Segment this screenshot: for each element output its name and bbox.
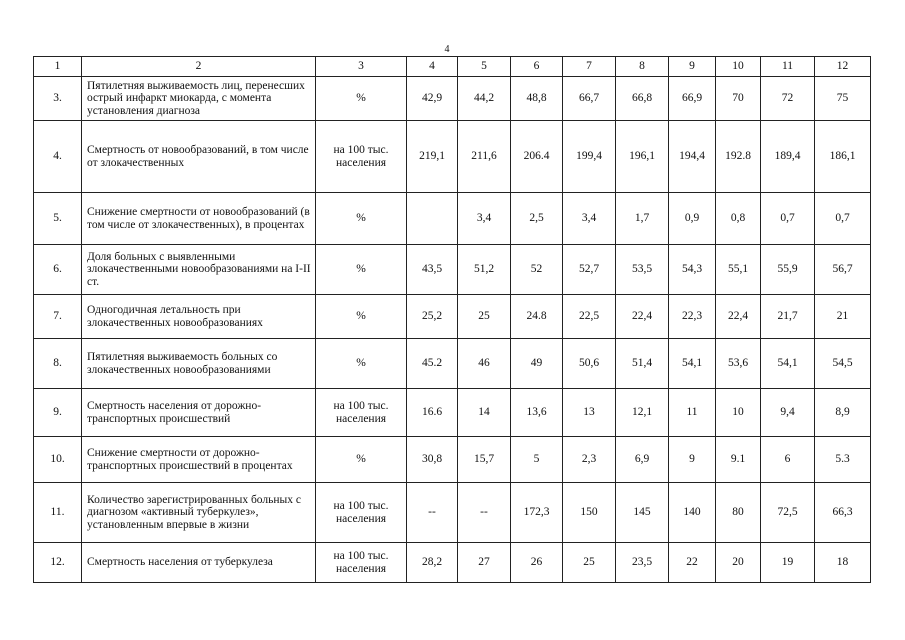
value-cell: 21,7 bbox=[761, 295, 815, 339]
value-cell: 28,2 bbox=[407, 543, 458, 583]
value-cell: 26 bbox=[511, 543, 563, 583]
value-cell: 192.8 bbox=[716, 121, 761, 193]
row-number: 6. bbox=[34, 245, 82, 295]
table-row bbox=[34, 295, 871, 339]
value-cell: 21 bbox=[815, 295, 871, 339]
page-number: 4 bbox=[444, 44, 450, 55]
row-number: 10. bbox=[34, 437, 82, 483]
value-cell: 0,7 bbox=[815, 193, 871, 245]
value-cell: 6 bbox=[761, 437, 815, 483]
value-cell: 72 bbox=[761, 77, 815, 121]
column-number-header: 9 bbox=[669, 57, 716, 77]
column-number-header: 3 bbox=[316, 57, 407, 77]
column-number-header: 8 bbox=[616, 57, 669, 77]
value-cell: 206.4 bbox=[511, 121, 563, 193]
value-cell: 16.6 bbox=[407, 389, 458, 437]
value-cell: 145 bbox=[616, 483, 669, 543]
value-cell: 30,8 bbox=[407, 437, 458, 483]
value-cell: 75 bbox=[815, 77, 871, 121]
row-number: 4. bbox=[34, 121, 82, 193]
value-cell: 0,9 bbox=[669, 193, 716, 245]
table-row bbox=[34, 193, 871, 245]
table-row bbox=[34, 389, 871, 437]
value-cell: 5.3 bbox=[815, 437, 871, 483]
value-cell: 20 bbox=[716, 543, 761, 583]
value-cell: 3,4 bbox=[458, 193, 511, 245]
value-cell: 9 bbox=[669, 437, 716, 483]
value-cell: 3,4 bbox=[563, 193, 616, 245]
indicator-description: Смертность населения от дорожно-транспортных происшествий bbox=[82, 389, 316, 437]
value-cell: 15,7 bbox=[458, 437, 511, 483]
value-cell: 140 bbox=[669, 483, 716, 543]
value-cell: 54,3 bbox=[669, 245, 716, 295]
table-row bbox=[34, 121, 871, 193]
value-cell: 52 bbox=[511, 245, 563, 295]
column-number-header: 10 bbox=[716, 57, 761, 77]
value-cell: 10 bbox=[716, 389, 761, 437]
value-cell: 194,4 bbox=[669, 121, 716, 193]
unit-of-measure: % bbox=[316, 295, 407, 339]
unit-of-measure: на 100 тыс. населения bbox=[316, 121, 407, 193]
value-cell: 211,6 bbox=[458, 121, 511, 193]
value-cell: 44,2 bbox=[458, 77, 511, 121]
value-cell: 13 bbox=[563, 389, 616, 437]
column-number-header: 5 bbox=[458, 57, 511, 77]
column-number-header: 12 bbox=[815, 57, 871, 77]
value-cell: 23,5 bbox=[616, 543, 669, 583]
value-cell: 66,7 bbox=[563, 77, 616, 121]
value-cell: 51,2 bbox=[458, 245, 511, 295]
row-number: 7. bbox=[34, 295, 82, 339]
value-cell: 22 bbox=[669, 543, 716, 583]
indicator-description: Одногодичная летальность при злокачественных новообразованиях bbox=[82, 295, 316, 339]
table-row bbox=[34, 543, 871, 583]
value-cell: 22,5 bbox=[563, 295, 616, 339]
value-cell bbox=[407, 193, 458, 245]
column-number-header: 11 bbox=[761, 57, 815, 77]
value-cell: 55,9 bbox=[761, 245, 815, 295]
value-cell: 48,8 bbox=[511, 77, 563, 121]
unit-of-measure: % bbox=[316, 245, 407, 295]
table-row bbox=[34, 77, 871, 121]
value-cell: 8,9 bbox=[815, 389, 871, 437]
value-cell: 12,1 bbox=[616, 389, 669, 437]
value-cell: 14 bbox=[458, 389, 511, 437]
column-number-header: 6 bbox=[511, 57, 563, 77]
value-cell: 5 bbox=[511, 437, 563, 483]
row-number: 3. bbox=[34, 77, 82, 121]
indicator-description: Смертность от новообразований, в том числе от злокачественных bbox=[82, 121, 316, 193]
value-cell: 150 bbox=[563, 483, 616, 543]
value-cell: 196,1 bbox=[616, 121, 669, 193]
indicators-table bbox=[33, 56, 871, 583]
row-number: 9. bbox=[34, 389, 82, 437]
unit-of-measure: % bbox=[316, 193, 407, 245]
value-cell: 25 bbox=[563, 543, 616, 583]
table-body bbox=[34, 57, 871, 583]
value-cell: 72,5 bbox=[761, 483, 815, 543]
value-cell: 50,6 bbox=[563, 339, 616, 389]
value-cell: 54,5 bbox=[815, 339, 871, 389]
value-cell: 189,4 bbox=[761, 121, 815, 193]
value-cell: 46 bbox=[458, 339, 511, 389]
value-cell: 2,5 bbox=[511, 193, 563, 245]
unit-of-measure: % bbox=[316, 437, 407, 483]
value-cell: 66,9 bbox=[669, 77, 716, 121]
value-cell: 22,3 bbox=[669, 295, 716, 339]
value-cell: 70 bbox=[716, 77, 761, 121]
value-cell: 0,8 bbox=[716, 193, 761, 245]
value-cell: 186,1 bbox=[815, 121, 871, 193]
value-cell: 22,4 bbox=[616, 295, 669, 339]
value-cell: 53,6 bbox=[716, 339, 761, 389]
value-cell: 52,7 bbox=[563, 245, 616, 295]
value-cell: 172,3 bbox=[511, 483, 563, 543]
column-number-header: 4 bbox=[407, 57, 458, 77]
indicator-description: Количество зарегистрированных больных с диагнозом «активный туберкулез», установленным впервые в жизни bbox=[82, 483, 316, 543]
value-cell: 53,5 bbox=[616, 245, 669, 295]
value-cell: 25 bbox=[458, 295, 511, 339]
value-cell: 66,3 bbox=[815, 483, 871, 543]
value-cell: 43,5 bbox=[407, 245, 458, 295]
indicator-description: Смертность населения от туберкулеза bbox=[82, 543, 316, 583]
indicator-description: Пятилетняя выживаемость лиц, перенесших острый инфаркт миокарда, с момента установления диагноза bbox=[82, 77, 316, 121]
value-cell: 13,6 bbox=[511, 389, 563, 437]
value-cell: 219,1 bbox=[407, 121, 458, 193]
unit-of-measure: на 100 тыс. населения bbox=[316, 543, 407, 583]
value-cell: -- bbox=[407, 483, 458, 543]
value-cell: 51,4 bbox=[616, 339, 669, 389]
value-cell: 9,4 bbox=[761, 389, 815, 437]
value-cell: 199,4 bbox=[563, 121, 616, 193]
row-number: 11. bbox=[34, 483, 82, 543]
value-cell: 55,1 bbox=[716, 245, 761, 295]
value-cell: 49 bbox=[511, 339, 563, 389]
value-cell: 56,7 bbox=[815, 245, 871, 295]
value-cell: 45.2 bbox=[407, 339, 458, 389]
unit-of-measure: % bbox=[316, 339, 407, 389]
value-cell: 66,8 bbox=[616, 77, 669, 121]
unit-of-measure: % bbox=[316, 77, 407, 121]
value-cell: 11 bbox=[669, 389, 716, 437]
row-number: 8. bbox=[34, 339, 82, 389]
row-number: 12. bbox=[34, 543, 82, 583]
indicator-description: Снижение смертности от дорожно-транспортных происшествий в процентах bbox=[82, 437, 316, 483]
value-cell: 9.1 bbox=[716, 437, 761, 483]
value-cell: -- bbox=[458, 483, 511, 543]
value-cell: 18 bbox=[815, 543, 871, 583]
value-cell: 54,1 bbox=[761, 339, 815, 389]
table-row bbox=[34, 245, 871, 295]
value-cell: 6,9 bbox=[616, 437, 669, 483]
value-cell: 22,4 bbox=[716, 295, 761, 339]
column-number-row bbox=[34, 57, 871, 77]
unit-of-measure: на 100 тыс. населения bbox=[316, 483, 407, 543]
column-number-header: 2 bbox=[82, 57, 316, 77]
value-cell: 25,2 bbox=[407, 295, 458, 339]
unit-of-measure: на 100 тыс. населения bbox=[316, 389, 407, 437]
value-cell: 24.8 bbox=[511, 295, 563, 339]
value-cell: 0,7 bbox=[761, 193, 815, 245]
table-row bbox=[34, 437, 871, 483]
value-cell: 27 bbox=[458, 543, 511, 583]
indicator-description: Пятилетняя выживаемость больных со злокачественных новообразованиями bbox=[82, 339, 316, 389]
column-number-header: 1 bbox=[34, 57, 82, 77]
indicator-description: Снижение смертности от новообразований (в том числе от злокачественных), в процентах bbox=[82, 193, 316, 245]
value-cell: 2,3 bbox=[563, 437, 616, 483]
row-number: 5. bbox=[34, 193, 82, 245]
value-cell: 19 bbox=[761, 543, 815, 583]
value-cell: 42,9 bbox=[407, 77, 458, 121]
table-row bbox=[34, 339, 871, 389]
value-cell: 54,1 bbox=[669, 339, 716, 389]
indicator-description: Доля больных с выявленными злокачественными новообразованиями на I-II ст. bbox=[82, 245, 316, 295]
value-cell: 1,7 bbox=[616, 193, 669, 245]
value-cell: 80 bbox=[716, 483, 761, 543]
table-row bbox=[34, 483, 871, 543]
column-number-header: 7 bbox=[563, 57, 616, 77]
